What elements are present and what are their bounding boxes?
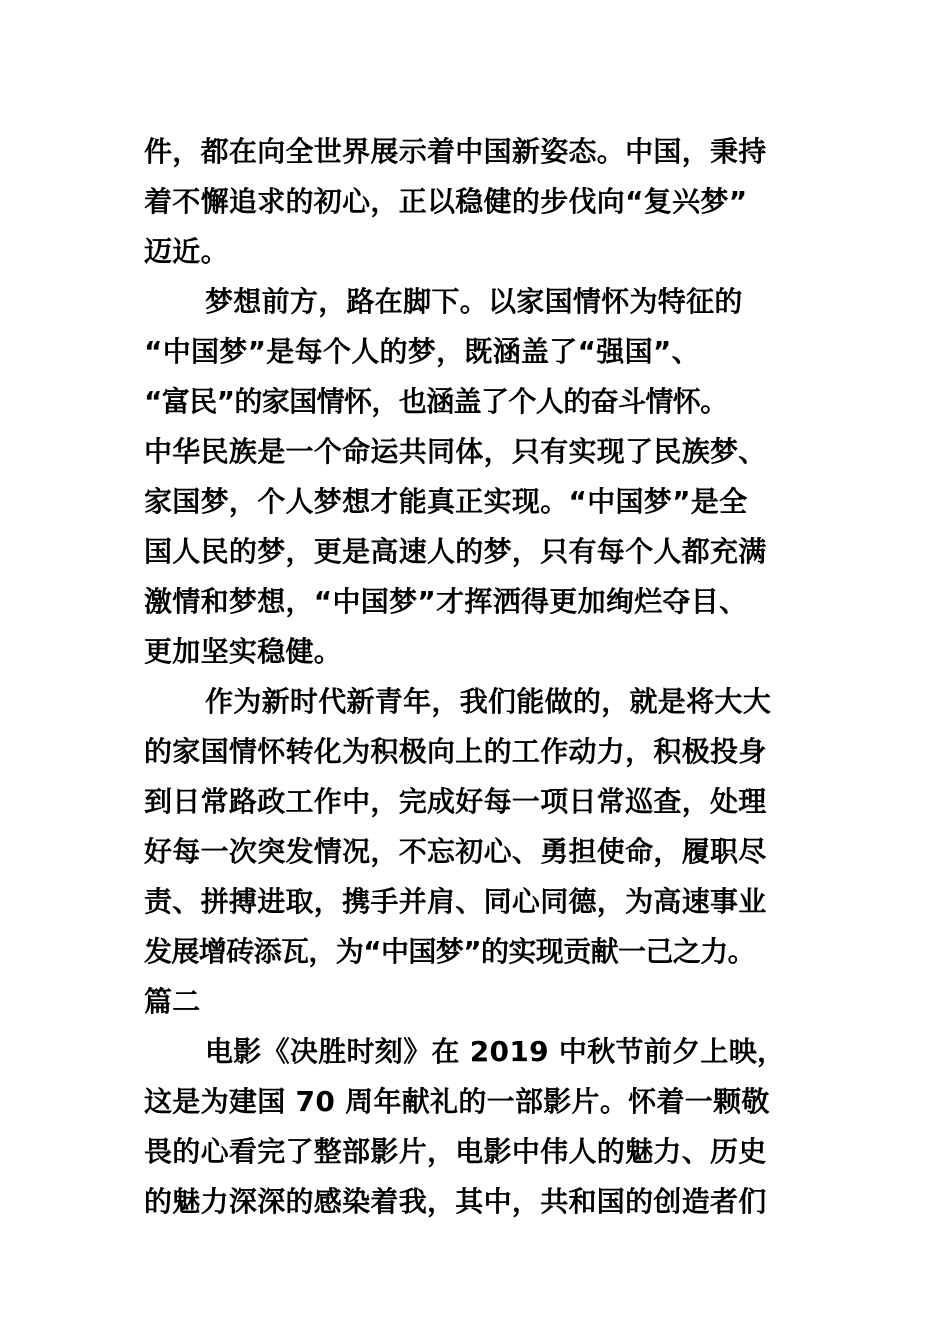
paragraph-start-line: 梦想前方，路在脚下。以家国情怀为特征的 — [205, 285, 743, 318]
text-line: 的家国情怀转化为积极向上的工作动力，积极投身 — [144, 735, 767, 768]
text-line: 的魅力深深的感染着我，其中，共和国的创造者们 — [144, 1185, 767, 1218]
text-line: 到日常路政工作中，完成好每一项日常巡查，处理 — [144, 785, 767, 818]
section-heading: 篇二 — [144, 985, 201, 1018]
text-line: 责、拼搏进取，携手并肩、同心同德，为高速事业 — [144, 885, 767, 918]
text-line: 发展增砖添瓦，为“中国梦”的实现贡献一己之力。 — [144, 935, 756, 968]
text-line: 国人民的梦，更是高速人的梦，只有每个人都充满 — [144, 535, 767, 568]
text-line: “中国梦”是每个人的梦，既涵盖了“强国”、 — [144, 335, 700, 368]
text-line: 这是为建国 70 周年献礼的一部影片。怀着一颗敬 — [144, 1085, 770, 1118]
text-line: 迈近。 — [144, 235, 229, 268]
text-line: “富民”的家国情怀，也涵盖了个人的奋斗情怀。 — [144, 385, 728, 418]
text-line: 好每一次突发情况，不忘初心、勇担使命，履职尽 — [144, 835, 767, 868]
text-line: 更加坚实稳健。 — [144, 635, 343, 668]
paragraph-start-line: 电影《决胜时刻》在 2019 中秋节前夕上映， — [205, 1035, 786, 1068]
text-line: 激情和梦想，“中国梦”才挥洒得更加绚烂夺目、 — [144, 585, 748, 618]
text-line: 件，都在向全世界展示着中国新姿态。中国，秉持 — [144, 135, 767, 168]
text-line: 家国梦，个人梦想才能真正实现。“中国梦”是全 — [144, 485, 748, 518]
text-line: 着不懈追求的初心，正以稳健的步伐向“复兴梦” — [144, 185, 748, 218]
text-line: 中华民族是一个命运共同体，只有实现了民族梦、 — [144, 435, 767, 468]
paragraph-start-line: 作为新时代新青年，我们能做的，就是将大大 — [205, 685, 772, 718]
text-line: 畏的心看完了整部影片，电影中伟人的魅力、历史 — [144, 1135, 767, 1168]
